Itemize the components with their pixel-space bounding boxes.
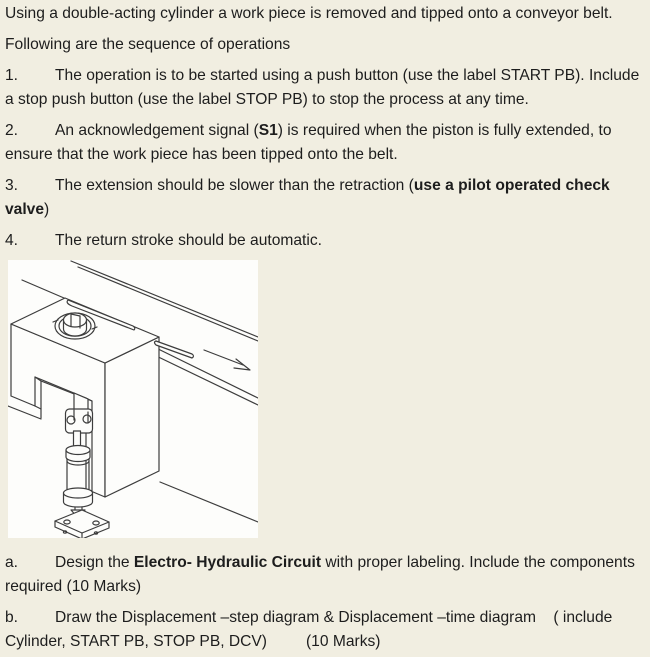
text: ) [44, 201, 50, 218]
text-line [5, 575, 645, 599]
numbered-item-3 [5, 174, 645, 222]
text-line [5, 119, 645, 143]
item-marker: 2. [5, 122, 19, 139]
text: required (10 Marks) [5, 578, 142, 595]
bold-text: S1 [258, 122, 278, 139]
text: The operation is to be started using a push button (use the label START PB). Include [55, 67, 640, 84]
text: ) is required when the piston is fully extended, to [277, 122, 612, 139]
lettered-list [5, 551, 645, 654]
text: Following are the sequence of operations [5, 36, 291, 53]
text: ensure that the work piece has been tipped onto the belt. [5, 146, 398, 163]
text: An acknowledgement signal ( [55, 122, 259, 139]
lettered-item-a [5, 551, 645, 599]
item-marker: 3. [5, 177, 19, 194]
intro-paragraphs [5, 2, 645, 57]
text-line [5, 2, 645, 26]
text-line [5, 606, 645, 630]
text-line [5, 198, 645, 222]
intro-paragraph-2 [5, 33, 645, 57]
numbered-item-1 [5, 64, 645, 112]
text-line [5, 143, 645, 167]
diagram-container [8, 260, 645, 538]
text: a stop push button (use the label STOP PB) to stop the process at any time. [5, 91, 529, 108]
text: The extension should be slower than the retraction ( [55, 177, 414, 194]
bold-text: valve [5, 201, 45, 218]
text: The return stroke should be automatic. [55, 232, 322, 249]
text-line [5, 174, 645, 198]
item-marker: a. [5, 554, 19, 571]
text: Design the [55, 554, 134, 571]
work-piece-tipping-diagram [8, 260, 258, 538]
item-marker: b. [5, 609, 19, 626]
numbered-list [5, 64, 645, 253]
text: Draw the Displacement –step diagram & Displacement –time diagram ( include [55, 609, 613, 626]
text-line [5, 64, 645, 88]
text-line [5, 229, 645, 253]
item-marker: 4. [5, 232, 19, 249]
text-line [5, 551, 645, 575]
bold-text: Electro- Hydraulic Circuit [133, 554, 322, 571]
item-marker: 1. [5, 67, 19, 84]
text: Using a double-acting cylinder a work piece is removed and tipped onto a conveyor belt. [5, 5, 613, 22]
text: with proper labeling. Include the components [321, 554, 635, 571]
block-right-face [105, 337, 159, 497]
text: Cylinder, START PB, STOP PB, DCV) (10 Marks) [5, 633, 381, 650]
numbered-item-4 [5, 229, 645, 253]
numbered-item-2 [5, 119, 645, 167]
lettered-item-b [5, 606, 645, 654]
hydraulic-cylinder [64, 393, 93, 523]
text-line [5, 33, 645, 57]
text-line [5, 88, 645, 112]
intro-paragraph-1 [5, 2, 645, 26]
text-line [5, 630, 645, 654]
bold-text: use a pilot operated check [413, 177, 610, 194]
